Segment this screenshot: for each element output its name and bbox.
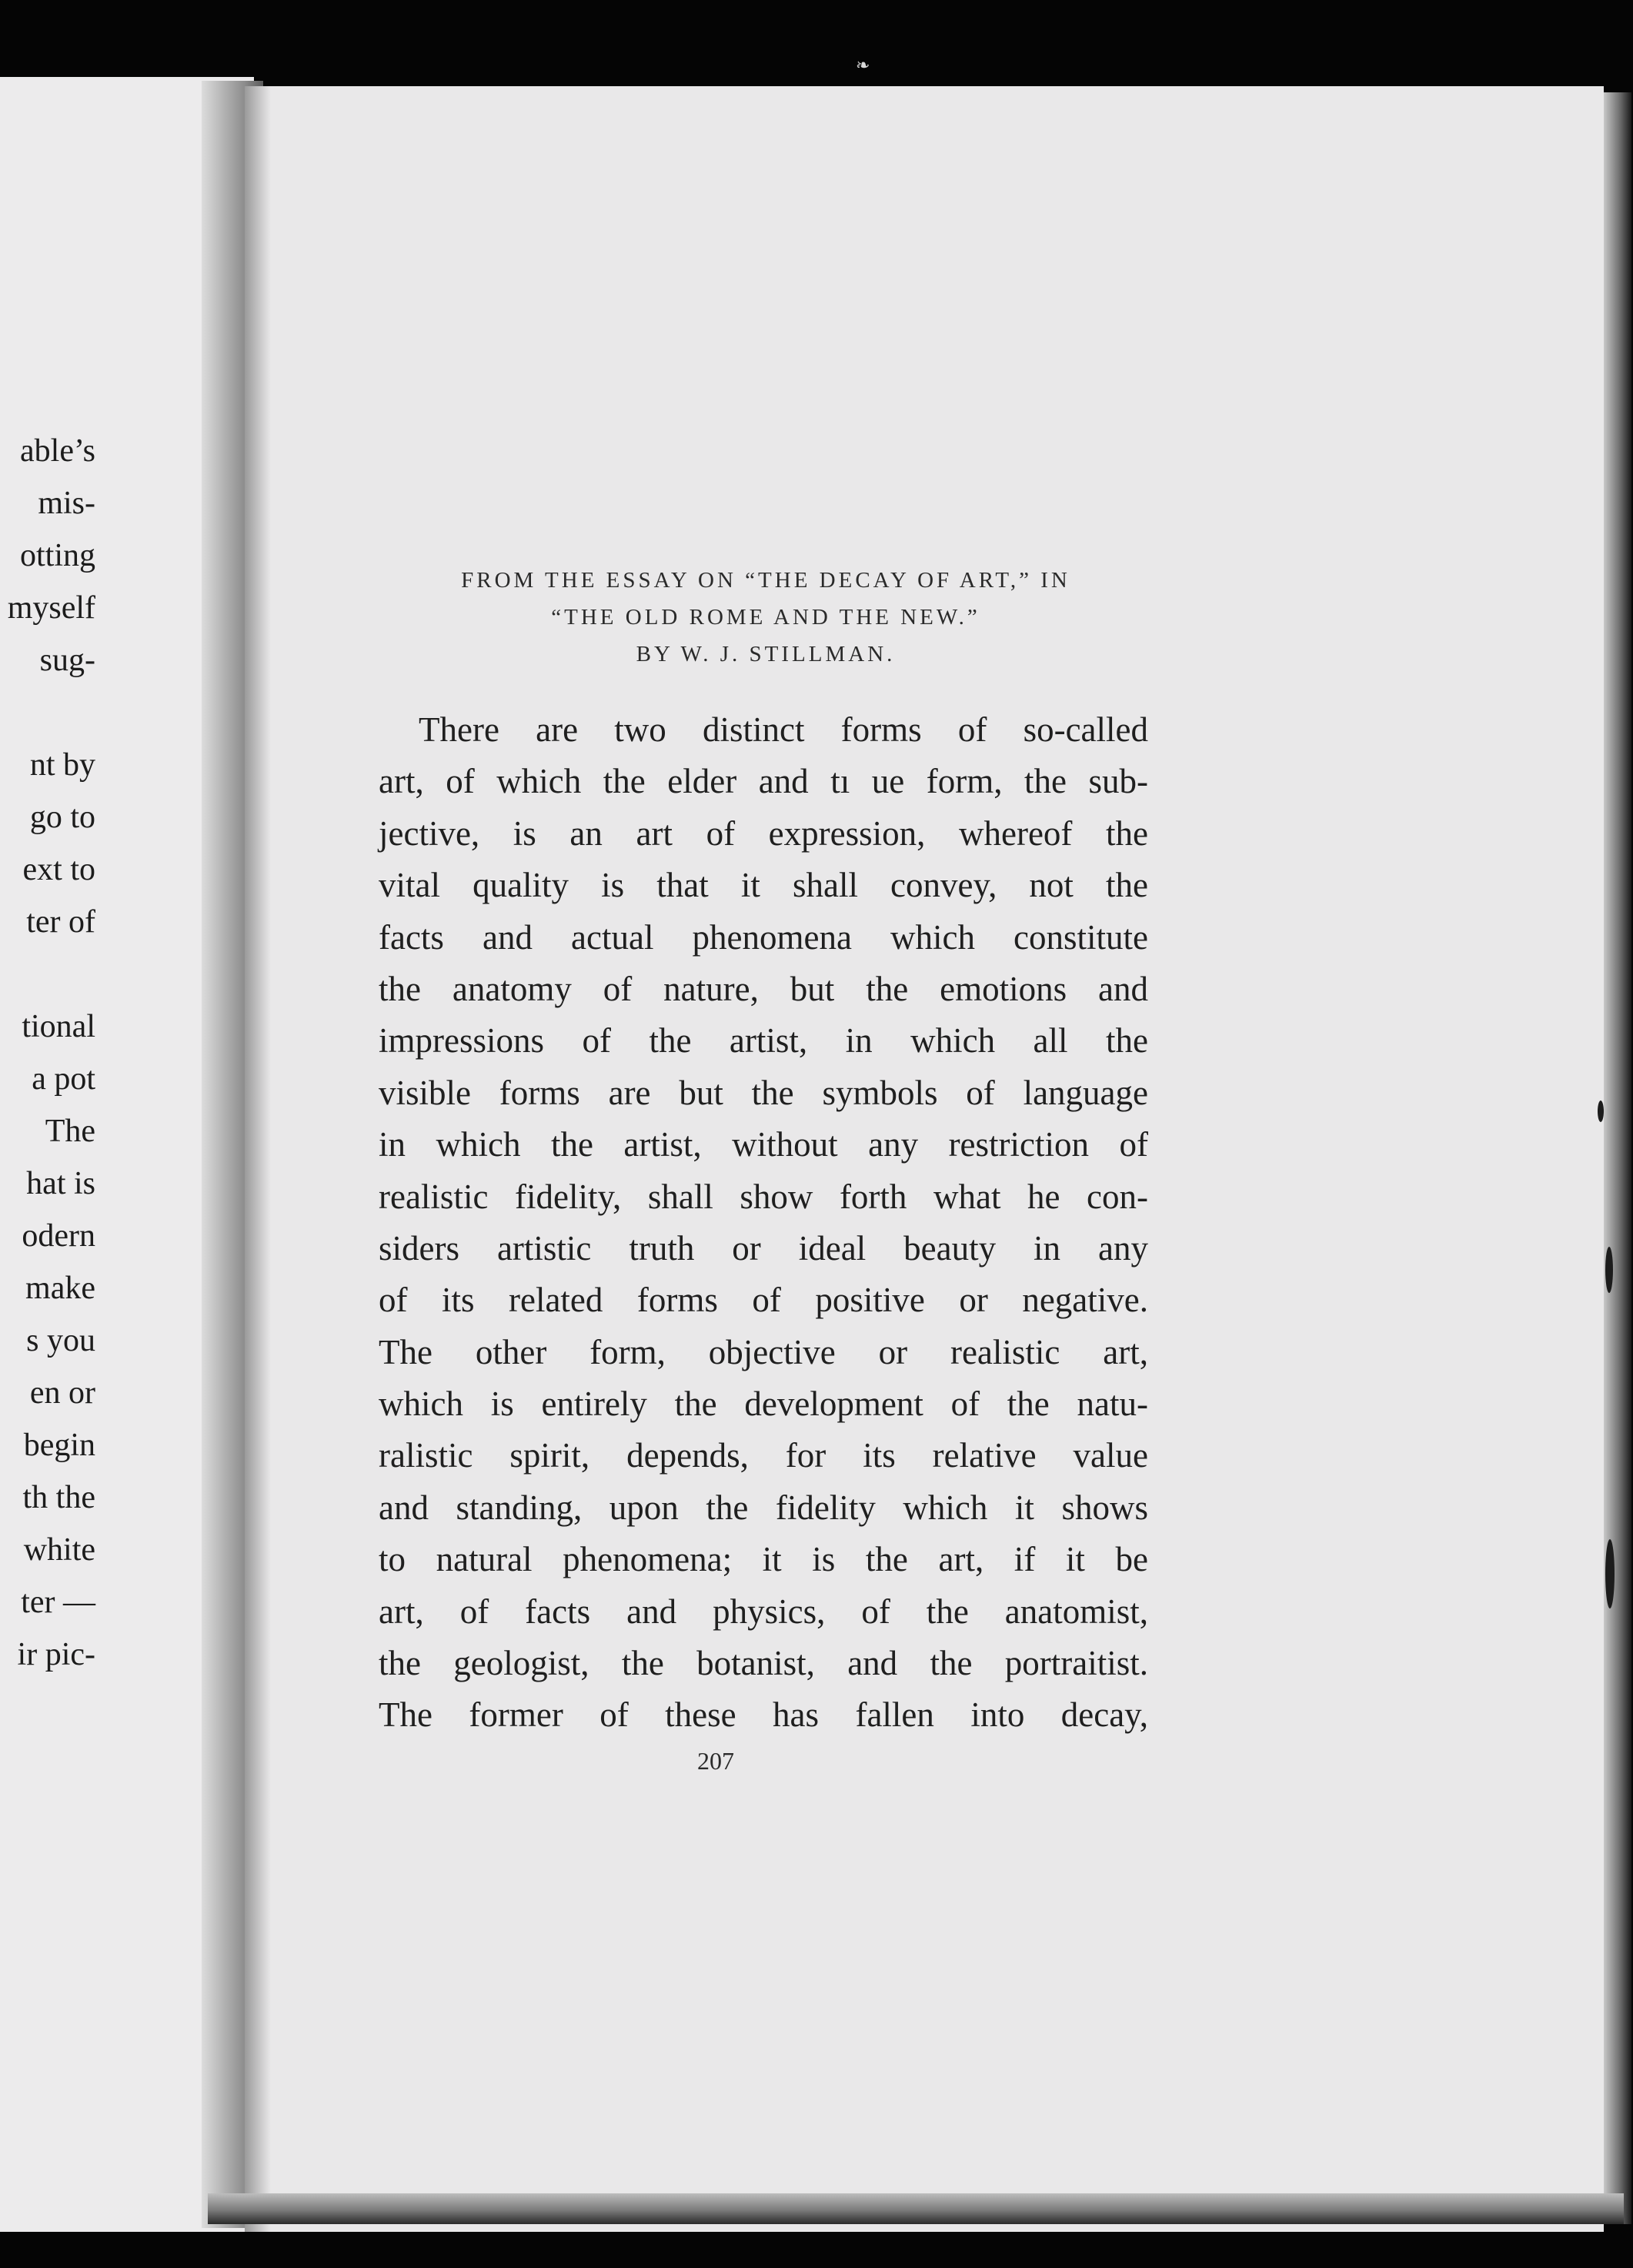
- body-text-line: facts and actual phenomena which constitute: [379, 917, 1148, 957]
- left-page-line-fragment: The: [45, 1114, 95, 1149]
- body-text-line: and standing, upon the fidelity which it shows: [379, 1488, 1148, 1527]
- left-page-line-fragment: [0, 686, 95, 739]
- left-page-line-fragment: ter —: [21, 1585, 95, 1620]
- body-text-line: in which the artist, without any restriction of: [379, 1125, 1148, 1164]
- left-page-line-fragment: hat is: [26, 1166, 95, 1201]
- page-number: 207: [697, 1747, 734, 1775]
- heading-line-source: FROM THE ESSAY ON “THE DECAY OF ART,” IN: [461, 568, 1070, 593]
- left-page-line-fragment: [0, 948, 95, 1000]
- body-text-line: the anatomy of nature, but the emotions and: [379, 969, 1148, 1008]
- page-bottom-edge: [208, 2193, 1624, 2224]
- left-page-line-fragment: odern: [22, 1218, 95, 1254]
- right-page-gutter-shadow: [245, 86, 271, 2232]
- left-page-line-fragment: sug-: [39, 643, 95, 678]
- left-page-line-fragment: ext to: [22, 852, 95, 887]
- left-page-line-fragment: white: [23, 1532, 95, 1568]
- left-page-line-fragment: go to: [29, 800, 95, 835]
- left-page-line-fragment: en or: [29, 1375, 95, 1411]
- left-page-line-fragment: th the: [22, 1480, 95, 1515]
- left-page-line-fragment: nt by: [29, 747, 95, 783]
- body-text-line: vital quality is that it shall convey, not the: [379, 866, 1148, 905]
- body-text-line: realistic fidelity, shall show forth what he con-: [379, 1177, 1148, 1216]
- left-page-line-fragment: make: [25, 1271, 95, 1306]
- left-page-line-fragment: otting: [19, 538, 95, 573]
- body-text-line: ralistic spirit, depends, for its relative value: [379, 1436, 1148, 1475]
- left-page-line-fragment: tional: [22, 1009, 95, 1044]
- left-page-line-fragment: a pot: [32, 1061, 95, 1097]
- body-text-line: The former of these has fallen into decay,: [379, 1695, 1148, 1735]
- body-text-line: The other form, objective or realistic art,: [379, 1332, 1148, 1371]
- left-page-line-fragment: myself: [7, 590, 95, 626]
- body-text-line: jective, is an art of expression, whereof the: [379, 813, 1148, 853]
- left-page-line-fragment: begin: [23, 1428, 95, 1463]
- left-page-text-fragments: [0, 425, 95, 1681]
- left-page-line-fragment: ir pic-: [17, 1637, 95, 1672]
- body-text-line: art, of which the elder and tı ue form, the sub-: [379, 762, 1148, 801]
- body-text-line: the geologist, the botanist, and the portraitist.: [379, 1644, 1148, 1683]
- body-text-line: impressions of the artist, in which all the: [379, 1021, 1148, 1061]
- heading-line-book-title: “THE OLD ROME AND THE NEW.”: [551, 605, 980, 630]
- body-text-line: to natural phenomena; it is the art, if it be: [379, 1540, 1148, 1579]
- edge-mark-2: [1605, 1247, 1613, 1293]
- body-paragraph: [379, 704, 1148, 1742]
- body-text-line: of its related forms of positive or negative.: [379, 1281, 1148, 1320]
- top-ornament-mark: ❧: [856, 56, 870, 75]
- body-text-line: siders artistic truth or ideal beauty in any: [379, 1228, 1148, 1268]
- left-page-line-fragment: able’s: [20, 433, 95, 469]
- left-page-line-fragment: s you: [26, 1323, 95, 1358]
- body-text-line: which is entirely the development of the natu-: [379, 1385, 1148, 1424]
- edge-mark-3: [1605, 1539, 1615, 1608]
- heading-line-author: BY W. J. STILLMAN.: [636, 642, 896, 666]
- essay-heading: [377, 562, 1154, 673]
- right-page-edge: [1604, 92, 1631, 2224]
- body-text-line: visible forms are but the symbols of language: [379, 1073, 1148, 1112]
- body-text-line: There are two distinct forms of so-called: [419, 710, 1148, 749]
- left-page-line-fragment: ter of: [26, 904, 95, 940]
- body-text-line: art, of facts and physics, of the anatomist,: [379, 1592, 1148, 1631]
- left-page-line-fragment: mis-: [38, 486, 95, 521]
- edge-mark-1: [1598, 1101, 1604, 1122]
